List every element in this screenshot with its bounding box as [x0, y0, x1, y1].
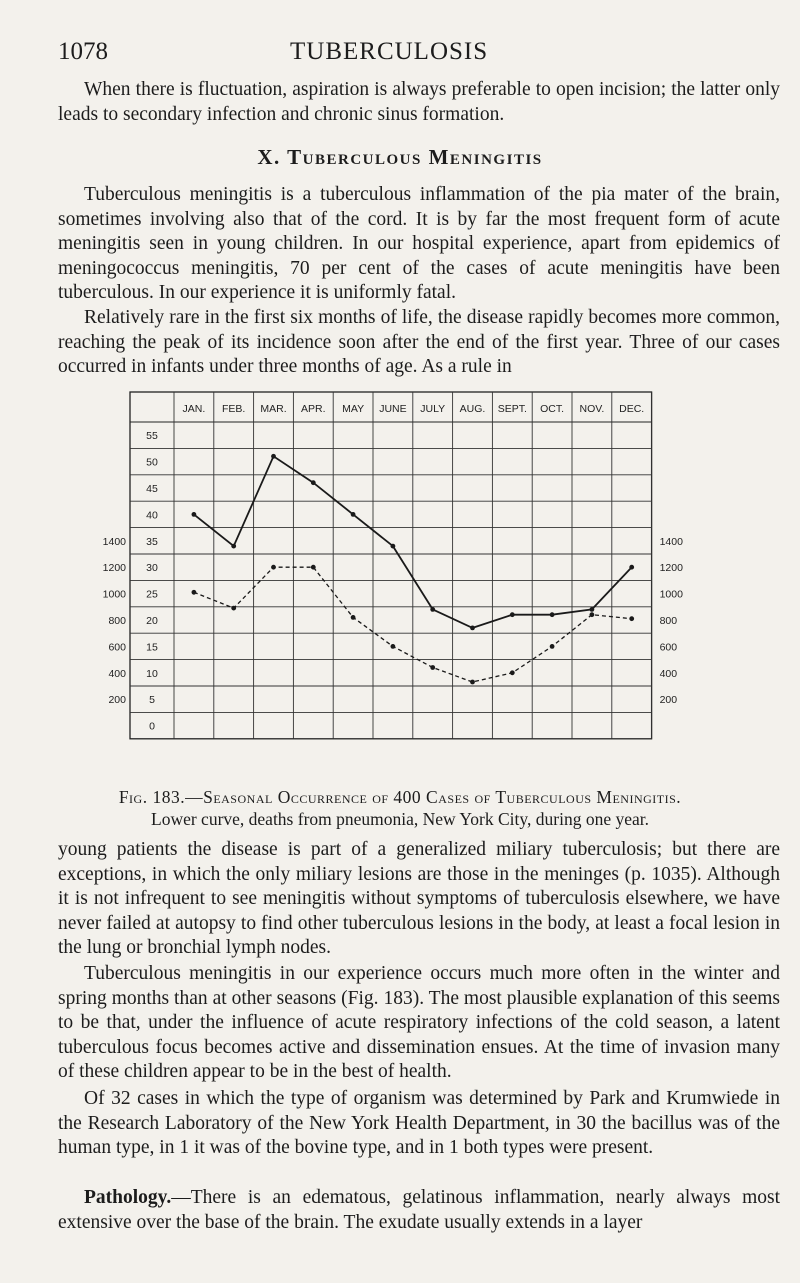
- left-tick-label: 40: [146, 509, 158, 522]
- outer-left-tick-label: 200: [108, 694, 126, 707]
- month-label: MAR.: [260, 403, 287, 415]
- paragraph-seasonal: Tuberculous meningitis in our experience occurs much more often in the winter and spring months than at other seasons (Fig. 183). The most plausible explanation of this seems to be that, under the influence of acute respiratory infections of the cold season, a latent tuberculous focus becomes active and dissemination ensues. At the time of invasion many of these children appear to be in the best of health.: [58, 963, 780, 1082]
- outer-right-tick-label: 600: [659, 641, 678, 654]
- pneumonia-data-point: [510, 670, 515, 675]
- meningitis-data-point: [271, 454, 276, 459]
- month-label: NOV.: [579, 403, 605, 415]
- section-title: X. Tuberculous Meningitis: [257, 145, 543, 169]
- meningitis-data-point: [391, 544, 396, 549]
- paragraph-pathology: [58, 1186, 780, 1235]
- pathology-label: Pathology.: [84, 1187, 172, 1208]
- figure-caption: [0, 786, 800, 830]
- month-label: JAN.: [182, 403, 206, 415]
- pneumonia-data-point: [231, 606, 236, 611]
- left-tick-label: 15: [146, 641, 158, 654]
- pneumonia-data-point: [391, 644, 396, 649]
- left-tick-label: 20: [146, 615, 158, 627]
- paragraph-miliary: young patients the disease is part of a generalized miliary tuberculosis; but there are exceptions, in which the only miliary lesions are those in the meninges (p. 1035). Although it is not infrequent to see meningitis without symptoms of tuberculosis elsewhere, we have never failed at autopsy to find other tuberculous lesions in the body, at least a focal lesion in the lung or bronchial lymph nodes.: [58, 839, 780, 958]
- meningitis-data-point: [629, 565, 634, 570]
- meningitis-data-point: [550, 612, 555, 617]
- left-tick-label: 35: [146, 535, 158, 548]
- pneumonia-data-point: [271, 565, 276, 570]
- meningitis-data-point: [470, 626, 475, 631]
- outer-right-tick-label: 1200: [659, 562, 683, 575]
- outer-right-tick-label: 1400: [659, 535, 683, 548]
- meningitis-data-point: [231, 544, 236, 549]
- chart-frame: [130, 392, 652, 739]
- outer-left-tick-label: 1200: [102, 562, 126, 575]
- meningitis-data-point: [590, 607, 595, 612]
- month-label: OCT.: [540, 403, 565, 415]
- meningitis-data-point: [510, 612, 515, 617]
- month-label: FEB.: [222, 403, 246, 415]
- meningitis-data-point: [430, 607, 435, 612]
- seasonal-occurrence-chart: [84, 390, 724, 770]
- pneumonia-data-point: [351, 615, 356, 620]
- month-label: DEC.: [619, 403, 645, 415]
- left-tick-label: 10: [146, 667, 158, 680]
- left-tick-label: 30: [146, 562, 158, 575]
- outer-left-tick-label: 1400: [102, 535, 126, 548]
- left-tick-label: 25: [146, 588, 158, 601]
- pneumonia-data-point: [590, 612, 595, 617]
- outer-left-tick-label: 1000: [102, 588, 126, 601]
- paragraph-definition: Tuberculous meningitis is a tuberculous inflammation of the pia mater of the brain, sometimes involving also that of the cord. It is by far the most frequent form of acute meningitis seen in young children. In our hospital experience, apart from epidemics of meningococcus meningitis, 70 per cent of the cases of acute meningitis have been tuberculous. In our experience it is uniformly fatal.: [58, 184, 780, 303]
- paragraph-incidence: Relatively rare in the first six months of life, the disease rapidly becomes more common, reaching the peak of its incidence soon after the end of the first year. Three of our cases occurred in infants under three months of age. As a rule in: [58, 307, 780, 377]
- month-label: JUNE: [379, 403, 407, 415]
- figure-caption-subtitle: Lower curve, deaths from pneumonia, New York City, during one year.: [151, 809, 649, 829]
- month-label: AUG.: [459, 403, 486, 415]
- page-header: [58, 38, 778, 70]
- meningitis-data-point: [311, 480, 316, 485]
- outer-right-tick-label: 400: [659, 667, 678, 680]
- left-tick-label: 0: [149, 720, 155, 733]
- outer-right-tick-label: 800: [659, 615, 678, 627]
- pneumonia-data-point: [311, 565, 316, 570]
- pneumonia-data-point: [192, 590, 197, 595]
- month-label: APR.: [301, 403, 326, 415]
- figure-caption-title: Fig. 183.—Seasonal Occurrence of 400 Cases of Tuberculous Meningitis.: [118, 787, 682, 807]
- pneumonia-data-point: [629, 616, 634, 621]
- page-number: 1078: [58, 38, 108, 65]
- pneumonia-data-point: [470, 680, 475, 685]
- pathology-text: —There is an edematous, gelatinous inflammation, nearly always most extensive over the base of the brain. The exudate usually extends in a layer: [58, 1187, 780, 1233]
- outer-left-tick-label: 400: [108, 667, 126, 680]
- pneumonia-data-point: [430, 665, 435, 670]
- paragraph-organism-type: Of 32 cases in which the type of organism was determined by Park and Krumwiede in the Research Laboratory of the New York Health Department, in 30 the bacillus was of the human type, in 1 it was of the bovine type, and in 1 both types were present.: [58, 1088, 780, 1158]
- meningitis-data-point: [192, 512, 197, 517]
- left-tick-label: 5: [149, 694, 155, 707]
- running-title: TUBERCULOSIS: [290, 38, 489, 65]
- month-label: JULY: [420, 403, 446, 415]
- month-label: MAY: [342, 403, 365, 415]
- outer-left-tick-label: 800: [108, 615, 126, 627]
- meningitis-data-point: [351, 512, 356, 517]
- outer-right-tick-label: 1000: [659, 588, 683, 601]
- left-tick-label: 55: [146, 430, 158, 443]
- left-tick-label: 50: [146, 456, 158, 469]
- chart-svg: [84, 390, 724, 770]
- pneumonia-data-point: [550, 644, 555, 649]
- left-tick-label: 45: [146, 483, 158, 495]
- month-label: SEPT.: [497, 403, 527, 415]
- outer-left-tick-label: 600: [108, 641, 126, 654]
- paragraph-aspiration: When there is fluctuation, aspiration is always preferable to open incision; the latter only leads to secondary infection and chronic sinus formation.: [58, 79, 780, 125]
- outer-right-tick-label: 200: [659, 694, 678, 707]
